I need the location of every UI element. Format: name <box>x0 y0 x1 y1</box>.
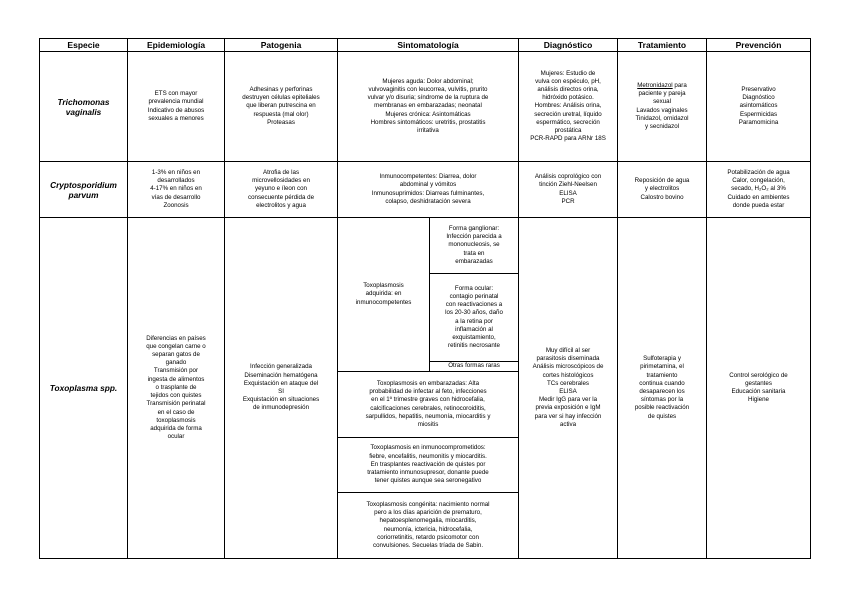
sintoma-adquirida-label <box>338 218 430 372</box>
cell-line: Potabilización de agua <box>727 168 790 176</box>
sintoma-embarazadas <box>338 372 519 438</box>
cell-line: Indicativo de abusos <box>147 106 205 114</box>
species-toxoplasma: Toxoplasma spp. <box>40 218 128 559</box>
cell-line: previa exposición e IgM <box>535 404 601 412</box>
sintomatologia-cryptosporidium <box>338 162 519 218</box>
cell-line: inmunocompetentes <box>355 298 412 306</box>
table-row-trichomonas <box>40 52 811 162</box>
cell-line: para ver si hay infección <box>534 412 602 420</box>
cell-line: Inmunosuprimidos: Diarreas fulminantes, <box>371 189 485 197</box>
cell-line: o trasplante de <box>155 383 197 391</box>
cell-line: Toxoplasmosis en inmunocomprometidos: <box>370 444 486 452</box>
cell-line: En trasplantes reactivación de quistes por <box>370 460 486 468</box>
cell-line: activa <box>559 420 577 428</box>
cell-line: con reactivaciones a <box>445 301 503 309</box>
table-row-toxoplasma <box>40 218 811 274</box>
cell-line: desarrollados <box>157 177 195 185</box>
cell-line: Toxoplasmosis en embarazadas: Alta <box>376 379 480 387</box>
cell-line: secado, H₂O₂ al 3% <box>731 185 786 193</box>
cell-line: fiebre, encefalitis, neumonitis y miocarditis. <box>369 452 487 460</box>
cell-line: Calor, congelación, <box>732 177 785 185</box>
cell-line: Preservativo <box>741 85 776 93</box>
cell-line: Proteasas <box>267 118 295 126</box>
cell-line: Control serológico de <box>729 371 788 379</box>
cell-line: asintomáticos <box>739 102 778 110</box>
cell-line: Análisis microscópicos de <box>532 363 604 371</box>
cell-line: Mujeres crónica: Asintomáticas <box>385 110 471 118</box>
cell-line: yeyuno e íleon con <box>255 185 307 193</box>
cell-line: ocular <box>167 433 185 441</box>
cell-line: Reposición de agua <box>634 177 690 185</box>
cell-line: que liberan putrescina en <box>246 102 316 110</box>
cell-line: tratamiento <box>646 371 678 379</box>
cell-line: pero a los días aparición de prematuro, <box>374 509 482 517</box>
cell-line: 4-17% en niños en <box>150 185 202 193</box>
patogenia-toxoplasma <box>225 218 338 559</box>
cell-line: Inmunocompetentes: Diarrea, dolor <box>379 173 477 181</box>
cell-line: parasitosis diseminada <box>536 355 600 363</box>
header-patogenia: Patogenia <box>225 39 338 52</box>
cell-line: a la retina por <box>455 317 493 325</box>
cell-line: ingesta de alimentos <box>147 375 205 383</box>
cell-line: Exquistación en ataque del <box>243 379 319 387</box>
cell-line: hepatoesplenomegalia, miocarditis, <box>379 517 477 525</box>
cell-line: Cuidado en ambientes <box>727 193 790 201</box>
cell-line: los 20-30 años, daño <box>445 309 503 317</box>
cell-line: Muy difícil al ser <box>545 346 591 354</box>
cell-line: Forma ocular: <box>454 284 494 292</box>
cell-line: consecuente pérdida de <box>247 193 315 201</box>
cell-line: posible reactivación <box>634 404 690 412</box>
cell-line: análisis directos orina, <box>537 85 599 93</box>
cell-line: en el 1º trimestre graves con hidrocefalia, <box>371 396 485 404</box>
cell-line: Atrofia de las <box>262 168 300 176</box>
diagnostico-toxoplasma <box>519 218 618 559</box>
drug-metronidazol: Metronidazol <box>637 81 673 89</box>
cell-line: gestantes <box>745 379 772 387</box>
cell-line: Hombres: Análisis orina, <box>534 102 602 110</box>
cell-line: Diagnóstico <box>742 94 775 102</box>
cell-line: TCs cerebrales <box>547 379 589 387</box>
cell-line: ganado <box>165 359 187 367</box>
species-cryptosporidium: Cryptosporidium parvum <box>40 162 128 218</box>
cell-line: Mujeres aguda: Dolor abdominal; <box>382 77 474 85</box>
cell-line: abdominal y vómitos <box>399 181 457 189</box>
cell-line: donde pueda estar <box>732 201 785 209</box>
cell-line: Adhesinas y perforinas <box>249 85 313 93</box>
header-row <box>40 39 811 52</box>
cell-line: ELISA <box>559 388 577 395</box>
cell-line: tejidos con quistes <box>150 392 202 400</box>
cell-line: calcificaciones cerebrales, retinocoroiditis, <box>370 404 486 412</box>
cell-line: mononucleosis, se <box>448 241 500 249</box>
cell-line: microvellosidades en <box>252 177 310 185</box>
cell-line: SI <box>278 388 284 395</box>
sintomatologia-trichomonas <box>338 52 519 162</box>
cell-line: sarpullidos, hepatitis, neumonía, miocarditis y <box>365 412 491 420</box>
header-prevencion: Prevención <box>707 39 811 52</box>
cell-line: que congelan carne o <box>146 342 206 350</box>
cell-line: Diseminación hematógena <box>244 371 318 379</box>
cell-line: desaparecen los <box>639 388 685 395</box>
cell-line: Mujeres: Estudio de <box>540 69 596 77</box>
cell-line: retinitis necrosante <box>448 342 500 350</box>
species-trichomonas: Trichomonas vaginalis <box>40 52 128 162</box>
cell-line: exquistamiento, <box>452 333 496 341</box>
cell-line: Infección generalizada <box>250 363 312 371</box>
tratamiento-toxoplasma <box>618 218 707 559</box>
cell-line: tinción Ziehl-Neelsen <box>539 181 597 189</box>
cell-line: y electrolitos <box>644 185 680 193</box>
cell-line: vías de desarrollo <box>151 193 201 201</box>
cell-line: Forma ganglionar: <box>448 224 500 232</box>
sintoma-forma-ocular <box>430 274 519 362</box>
cell-line: de quistes <box>647 412 677 420</box>
cell-line: colapso, deshidratación severa <box>385 197 471 205</box>
sintoma-otras-formas: Otras formas raras <box>430 362 519 372</box>
cell-line: Transmisión por <box>153 367 199 375</box>
header-tratamiento: Tratamiento <box>618 39 707 52</box>
cell-line: secreción uretral, líquido <box>534 110 602 118</box>
header-diagnostico: Diagnóstico <box>519 39 618 52</box>
cell-line: en el caso de <box>157 408 195 416</box>
cell-line: tener quistes aunque sea seronegativo <box>374 477 482 485</box>
prevencion-toxoplasma <box>707 218 811 559</box>
cell-line: Higiene <box>748 396 769 404</box>
cell-line: Calostro bovino <box>640 193 684 201</box>
cell-line: miositis <box>417 420 439 428</box>
cell-line: Espermicidas <box>739 110 778 118</box>
cell-line: de inmunodepresión <box>252 404 310 412</box>
cell-line: pirimetamina, el <box>640 363 684 371</box>
cell-line: embarazadas <box>455 257 493 265</box>
cell-line: tratamiento inmunosupresor, donante puede <box>367 469 489 477</box>
cell-line: neumonía, ictericia, hidrocefalia, <box>383 525 473 533</box>
cell-line: destruyen células epiteliales <box>242 94 320 102</box>
cell-line: Paramomicina <box>738 118 779 126</box>
cell-line: membranas en embarazadas; neonatal <box>374 102 482 110</box>
cell-line: coriorretinitis, retardo psicomotor con <box>377 533 479 541</box>
cell-line: 1-3% en niños en <box>151 168 201 176</box>
cell-line: respuesta (mal olor) <box>253 110 309 118</box>
cell-line: PCR-RAPD para ARNr 18S <box>530 135 606 143</box>
cell-line: trata en <box>463 249 485 257</box>
cell-line: vulvovaginitis con leucorrea, vulvitis, prurito <box>368 85 488 93</box>
cell-line: ELISA <box>559 189 577 197</box>
diagnostico-trichomonas <box>519 52 618 162</box>
cell-line: probabilidad de infectar al feto, infecciones <box>369 388 487 396</box>
tratamiento-trichomonas: Metronidazol para paciente y pareja sexual Lavados vaginales Tinidazol, ornidazol y secnidazol <box>618 52 707 162</box>
cell-line: continua cuando <box>639 379 685 387</box>
cell-line: Transmisión perinatal <box>146 400 206 408</box>
sintoma-congenita <box>338 493 519 559</box>
epidemiologia-trichomonas <box>128 52 225 162</box>
cell-line: Medir IgG para ver la <box>538 396 598 404</box>
prevencion-trichomonas <box>707 52 811 162</box>
cell-line: electrolitos y agua <box>256 201 306 209</box>
cell-line: ETS con mayor <box>154 90 198 98</box>
header-sintomatologia: Sintomatología <box>338 39 519 52</box>
cell-line: cortes histológicos <box>542 371 594 379</box>
epidemiologia-cryptosporidium <box>128 162 225 218</box>
parasite-table <box>39 38 811 559</box>
cell-line: Hombres sintomáticos: uretritis, prostatitis <box>370 118 486 126</box>
patogenia-cryptosporidium <box>225 162 338 218</box>
cell-line: vulva con espéculo, pH, <box>535 77 601 85</box>
cell-line: Zoonosis <box>163 201 189 209</box>
diagnostico-cryptosporidium <box>519 162 618 218</box>
header-epidemiologia: Epidemiología <box>128 39 225 52</box>
cell-line: vulvar y/o disuria; síndrome de la ruptura de <box>367 94 489 102</box>
cell-line: prostática <box>554 127 582 134</box>
sintoma-inmunocomprometidos <box>338 438 519 493</box>
cell-line: irritativa <box>417 127 439 134</box>
cell-line: Toxoplasmosis <box>363 282 404 290</box>
cell-line: síntomas por la <box>640 396 684 404</box>
cell-line: adquirida de forma <box>150 424 202 432</box>
cell-line: prevalencia mundial <box>148 98 204 106</box>
cell-line: adquirida: en <box>365 290 402 298</box>
cell-line: Sulfoterapia y <box>643 355 681 363</box>
sintoma-forma-ganglionar <box>430 218 519 274</box>
cell-line: hidróxido potásico. <box>542 94 594 102</box>
cell-line: PCR <box>561 197 575 205</box>
prevencion-cryptosporidium <box>707 162 811 218</box>
cell-line: sexuales a menores <box>148 114 204 122</box>
epidemiologia-toxoplasma <box>128 218 225 559</box>
patogenia-trichomonas <box>225 52 338 162</box>
cell-line: Análisis coprológico con <box>534 173 602 181</box>
header-especie: Especie <box>40 39 128 52</box>
cell-line: convulsiones. Secuelas tríada de Sabin. <box>372 541 484 549</box>
cell-line: Exquistación en situaciones <box>242 396 320 404</box>
cell-line: Toxoplasmosis congénita: nacimiento normal <box>366 500 490 508</box>
cell-line: Educación sanitaria <box>731 388 786 395</box>
cell-line: toxoplasmosis <box>156 416 196 424</box>
cell-line: Infección parecida a <box>446 233 502 241</box>
tratamiento-cryptosporidium <box>618 162 707 218</box>
cell-line: inflamación al <box>455 325 493 333</box>
cell-line: espermático, secreción <box>536 118 600 126</box>
table-row-cryptosporidium <box>40 162 811 218</box>
cell-line: contagio perinatal <box>449 292 499 300</box>
cell-line: separan gatos de <box>152 351 200 359</box>
cell-line: Diferencias en países <box>146 334 206 342</box>
